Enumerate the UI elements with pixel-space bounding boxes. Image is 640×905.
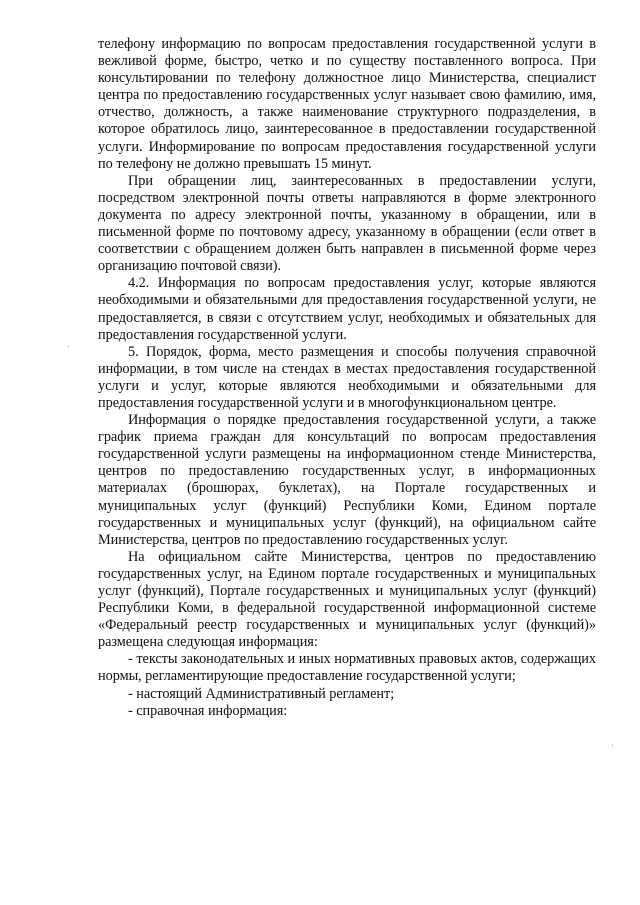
- paragraph-phone-consultation: телефону информацию по вопросам предоставления государственной услуги в вежливой форме, быстро, четко и по существу поставленного вопроса. При консультировании по телефону должностное лицо Министерства, специалист центра по предоставлению государственных услуг называет свою фамилию, имя, отчество, должность, а также наименование структурного подразделения, в которое обратилось лицо, заинтересованное в предоставлении государственной услуги. Информирование по вопросам предоставления государственной услуги по телефону не должно превышать 15 минут.: [98, 36, 596, 172]
- list-item-regulation: - настоящий Административный регламент;: [128, 685, 395, 702]
- paragraph-4-2-required-services: 4.2. Информация по вопросам предоставления услуг, которые являются необходимыми и обязательными для предоставления государственной услуги, не предоставляется, в связи с отсутствием услуг, необходимых и обязательных для предоставления государственной услуги.: [98, 275, 596, 343]
- list-item-reference-info: - справочная информация:: [128, 702, 288, 719]
- scan-artifact-dot: [612, 745, 613, 746]
- paragraph-5-reference-info-procedure: 5. Порядок, форма, место размещения и способы получения справочной информации, в том числе на стендах в местах предоставления государственной услуги и услуг, которые являются необходимыми и обязательными для предоставления государственной услуги и в многофункциональном центре.: [98, 343, 596, 411]
- paragraph-official-site-info: На официальном сайте Министерства, центров по предоставлению государственных услуг, на Едином портале государственных и муниципальных услуг (функций), Портале государственных и муниципальных услуг (функций) Республики Коми, в федеральной государственной информационной системе «Федеральный реестр государственных и муниципальных услуг (функций)» размещена следующая информация:: [98, 548, 596, 651]
- document-body: [98, 36, 596, 720]
- paragraph-info-placement: Информация о порядке предоставления государственной услуги, а также график приема граждан для консультаций по вопросам предоставления государственной услуги размещены на информационном стенде Министерства, центров по предоставлению государственных услуг, в информационных материалах (брошюрах, буклетах), на Портале государственных и муниципальных услуг (функций) Республики Коми, Едином портале государственных и муниципальных услуг (функций), на официальном сайте Министерства, центров по предоставлению государственных услуг.: [98, 412, 596, 548]
- paragraph-email-requests: При обращении лиц, заинтересованных в предоставлении услуги, посредством электронной почты ответы направляются в форме электронного документа по адресу электронной почты, указанному в обращении, или в письменной форме по почтовому адресу, указанному в обращении (если ответ в соответствии с обращением должен быть направлен в письменной форме через организацию почтовой связи).: [98, 172, 596, 275]
- list-item-legal-acts: - тексты законодательных и иных нормативных правовых актов, содержащих нормы, регламентирующие предоставление государственной услуги;: [98, 651, 596, 685]
- scan-artifact-dot: [68, 346, 69, 347]
